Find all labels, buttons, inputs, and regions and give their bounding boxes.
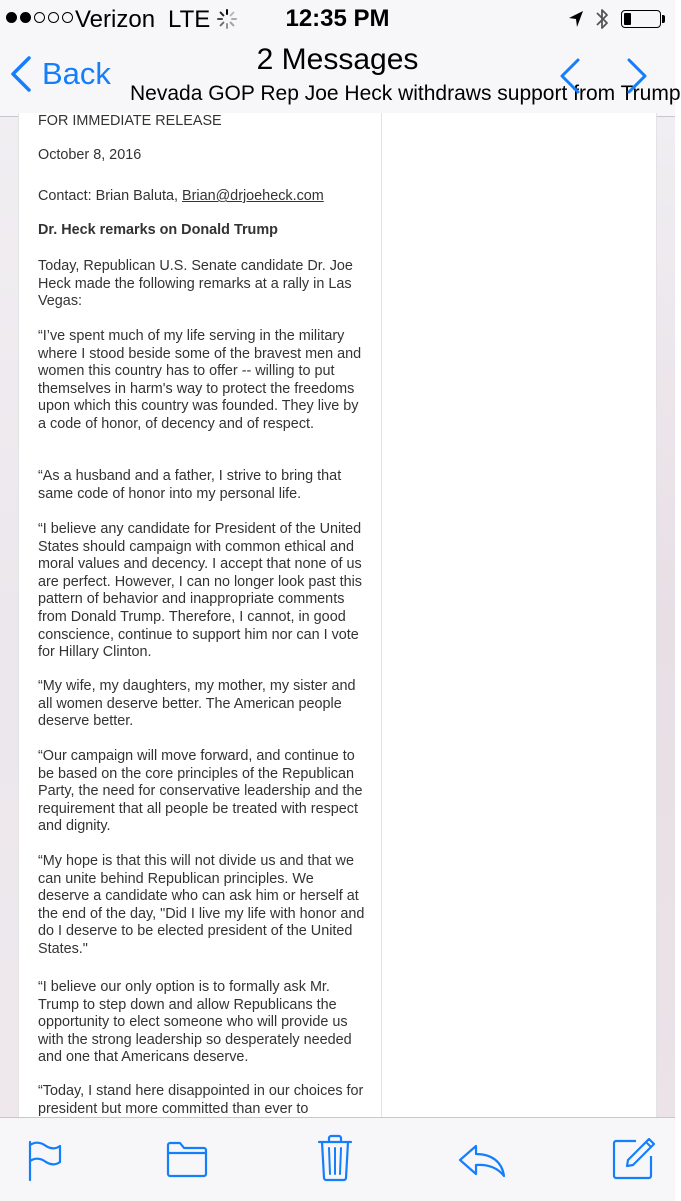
body-paragraph: “Today, I stand here disappointed in our choices for president but more committed than ever to [38,1083,364,1117]
release-line: FOR IMMEDIATE RELEASE [38,113,222,129]
trash-icon[interactable] [318,1135,352,1181]
back-button-label: Back [42,56,111,91]
battery-icon [621,10,661,28]
body-paragraph: “My wife, my daughters, my mother, my sister and all women deserve better. The American people deserve better. [38,678,356,730]
contact-line [38,188,324,206]
body-paragraph: “I’ve spent much of my life serving in the military where I stood beside some of the bravest men and women this country has to offer -- willing to put themselves in harm's way to protect the freedoms upon which this country was founded. They live by a code of honor, of decency and of respect. [38,328,362,432]
location-arrow-icon [568,10,584,28]
reply-icon[interactable] [458,1144,506,1178]
navigation-bar [0,38,681,117]
network-type: LTE [168,6,211,33]
status-bar [0,0,675,38]
body-paragraph: “As a husband and a father, I strive to bring that same code of honor into my personal life. [38,468,342,502]
battery-nub [662,15,665,23]
previous-message-button[interactable] [559,58,581,94]
folder-icon[interactable] [166,1140,208,1178]
body-paragraph: “Our campaign will move forward, and continue to be based on the core principles of the Republican Party, the need for conservative leadership and the requirement that all people be treated with respect and dignity. [38,748,363,835]
release-date: October 8, 2016 [38,147,142,163]
body-paragraph: Today, Republican U.S. Senate candidate Dr. Joe Heck made the following remarks at a rally in Las Vegas: [38,258,353,310]
thread-title: 2 Messages [256,43,419,76]
message-body-area[interactable] [0,113,675,1117]
bottom-toolbar [0,1117,675,1201]
right-margin [655,117,675,1117]
body-paragraph: “I believe any candidate for President of the United States should campaign with common ethical and moral values and decency. I accept that none of us are perfect. However, I can no longer look past this pattern of behavior and inappropriate comments from Donald Trump. Therefore, I cannot, in good conscience, continue to support him nor can I vote for Hillary Clinton. [38,521,362,661]
contact-label: Contact: Brian Baluta, [38,188,182,204]
body-paragraph: “I believe our only option is to formally ask Mr. Trump to step down and allow Republicans the opportunity to elect someone who will provide us with the strong leadership so desperately needed and one that Americans deserve. [38,979,352,1066]
carrier-name: Verizon [75,6,156,33]
bluetooth-icon [594,7,610,31]
flag-icon[interactable] [26,1140,62,1182]
body-paragraph: “My hope is that this will not divide us and that we can unite behind Republican principles. We deserve a candidate who can ask him or herself at the end of the day, "Did I live my life with honor and do I deserve to be elected president of the United States." [38,853,365,957]
next-message-button[interactable] [626,58,648,94]
left-margin [0,117,18,1117]
compose-icon[interactable] [612,1136,656,1180]
battery-level [624,13,631,25]
column-divider [381,113,382,1117]
message-subject: Nevada GOP Rep Joe Heck withdraws support from Trump [130,82,681,105]
clock: 12:35 PM [285,5,390,32]
contact-email-link[interactable]: Brian@drjoeheck.com [181,188,324,204]
headline: Dr. Heck remarks on Donald Trump [38,222,278,238]
message-page [18,113,657,1117]
